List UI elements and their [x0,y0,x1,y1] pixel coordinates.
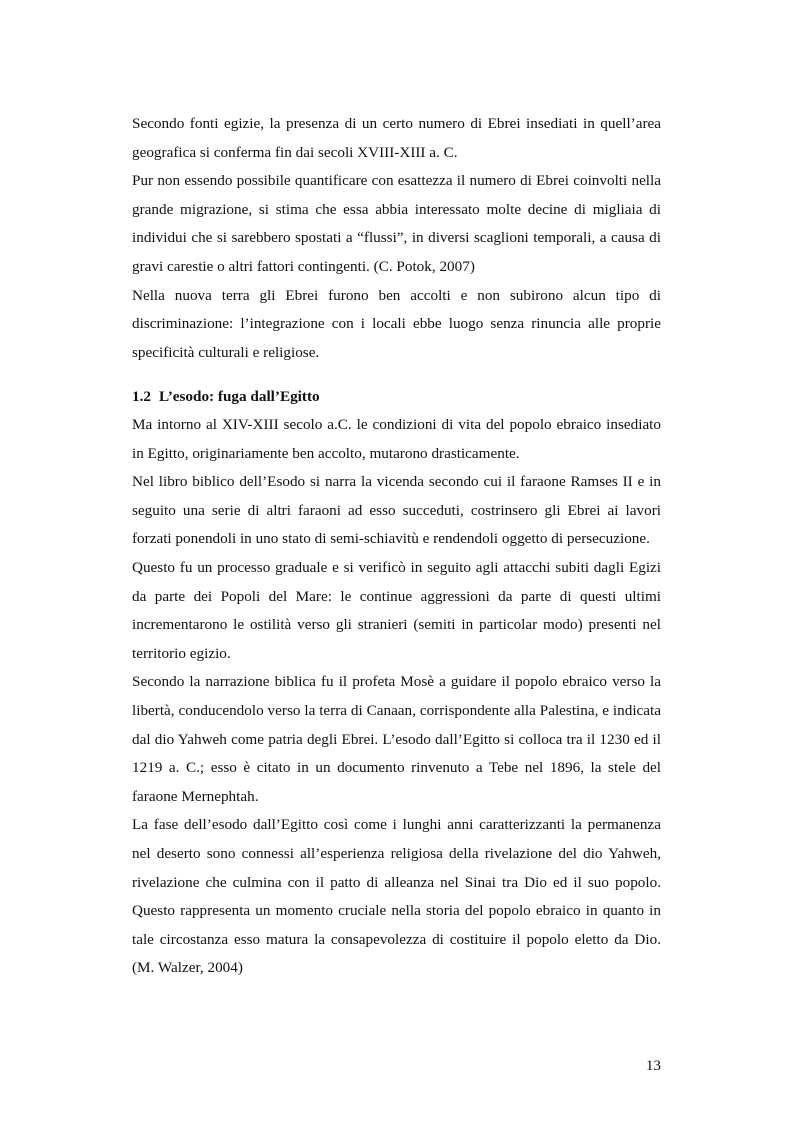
paragraph: Nella nuova terra gli Ebrei furono ben accolti e non subirono alcun tipo di discriminazione: l’integrazione con i locali ebbe luogo senza rinuncia alle proprie specificità culturali e religiose. [132,286,661,361]
paragraph: La fase dell’esodo dall’Egitto così come i lunghi anni caratterizzanti la permanenza nel deserto sono connessi all’esperienza religiosa della rivelazione del dio Yahweh, rivelazione che culmina con il patto di alleanza nel Sinai tra Dio ed il suo popolo. Questo rappresenta un momento cruciale nella storia del popolo ebraico in quanto in tale circostanza esso matura la consapevolezza di costituire il popolo eletto da Dio. (M. Walzer, 2004) [132,816,661,977]
page-number: 13 [645,1057,661,1074]
paragraph: Secondo la narrazione biblica fu il profeta Mosè a guidare il popolo ebraico verso la libertà, conducendolo verso la terra di Canaan, corrispondente alla Palestina, e indicata dal dio Yahweh come patria degli Ebrei. L’esodo dall’Egitto si colloca tra il 1230 ed il 1219 a. C.; esso è citato in un documento rinvenuto a Tebe nel 1896, la stele del faraone Mernephtah. [132,673,661,805]
paragraph: Questo fu un processo graduale e si verificò in seguito agli attacchi subiti dagli Egizi da parte dei Popoli del Mare: le continue aggressioni da parte di questi ultimi incrementarono le ostilità verso gli stranieri (semiti in particolar modo) presenti nel territorio egizio. [132,558,661,662]
paragraph: Pur non essendo possibile quantificare con esattezza il numero di Ebrei coinvolti nella grande migrazione, si stima che essa abbia interessato molte decine di migliaia di individui che si sarebbero spostati a “flussi”, in diversi scaglioni temporali, a causa di gravi carestie o altri fattori contingenti. (C. Potok, 2007) [132,172,661,275]
paragraph: Nel libro biblico dell’Esodo si narra la vicenda secondo cui il faraone Ramses II e in seguito una serie di altri faraoni ad esso succeduti, costrinsero gli Ebrei ai lavori forzati ponendoli in uno stato di semi-schiavitù e rendendoli oggetto di persecuzione. [132,473,661,548]
paragraph: Secondo fonti egizie, la presenza di un certo numero di Ebrei insediati in quell’area geografica si conferma fin dai secoli XVIII-XIII a. C. [132,115,661,161]
section-body [132,411,661,983]
section-number: 1.2 [132,388,151,405]
paragraph: Ma intorno al XIV-XIII secolo a.C. le condizioni di vita del popolo ebraico insediato in Egitto, originariamente ben accolto, mutarono drasticamente. [132,416,661,462]
intro-text [132,110,661,367]
section-title: L’esodo: fuga dall’Egitto [158,388,320,405]
section-heading [132,383,320,412]
